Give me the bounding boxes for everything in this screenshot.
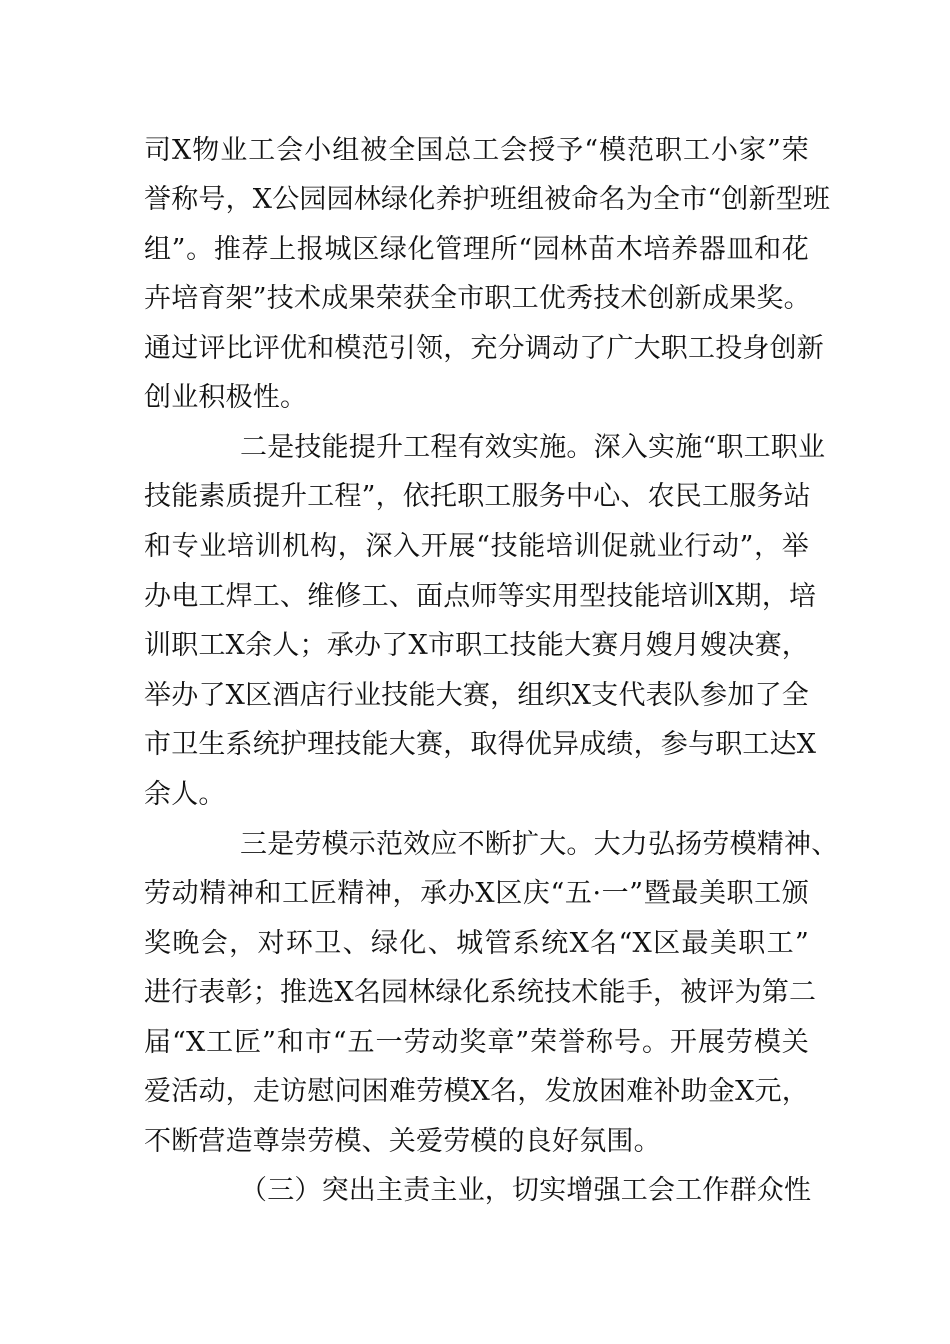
text-line: 举办了X区酒店行业技能大赛，组织X支代表队参加了全 <box>144 680 809 711</box>
text-line: 训职工X余人；承办了X市职工技能大赛月嫂月嫂决赛， <box>144 630 809 661</box>
text-line: 进行表彰；推选X名园林绿化系统技术能手，被评为第二 <box>144 977 817 1008</box>
text-line: 誉称号，X公园园林绿化养护班组被命名为全市“创新型班 <box>144 184 831 215</box>
text-line: 技能素质提升工程”，依托职工服务中心、农民工服务站 <box>144 481 811 512</box>
text-line: 创业积极性。 <box>144 382 308 413</box>
section-heading: （三）突出主责主业，切实增强工会工作群众性 <box>240 1175 812 1206</box>
text-line: 市卫生系统护理技能大赛，取得优异成绩，参与职工达X <box>144 729 817 760</box>
text-line: 司X物业工会小组被全国总工会授予“模范职工小家”荣 <box>144 135 809 166</box>
text-line: 卉培育架”技术成果荣获全市职工优秀技术创新成果奖。 <box>144 283 811 314</box>
text-line: 届“X工匠”和市“五一劳动奖章”荣誉称号。开展劳模关 <box>144 1027 809 1058</box>
text-line: 组”。推荐上报城区绿化管理所“园林苗木培养器皿和花 <box>144 234 809 265</box>
text-line: 奖晚会，对环卫、绿化、城管系统X名“X区最美职工” <box>144 928 809 959</box>
text-line: 不断营造尊崇劳模、关爱劳模的良好氛围。 <box>144 1126 661 1157</box>
text-line: 余人。 <box>144 779 226 810</box>
text-line: 爱活动，走访慰问困难劳模X名，发放困难补助金X元， <box>144 1076 809 1107</box>
text-line: 通过评比评优和模范引领，充分调动了广大职工投身创新 <box>144 333 824 364</box>
text-line: 劳动精神和工匠精神，承办X区庆“五·一”暨最美职工颁 <box>144 878 809 909</box>
paragraph-lead-line: 三是劳模示范效应不断扩大。大力弘扬劳模精神、 <box>240 829 839 860</box>
text-line: 和专业培训机构，深入开展“技能培训促就业行动”，举 <box>144 531 809 562</box>
text-line: 办电工焊工、维修工、面点师等实用型技能培训X期，培 <box>144 581 817 612</box>
paragraph-lead-line: 二是技能提升工程有效实施。深入实施“职工职业 <box>240 432 826 463</box>
